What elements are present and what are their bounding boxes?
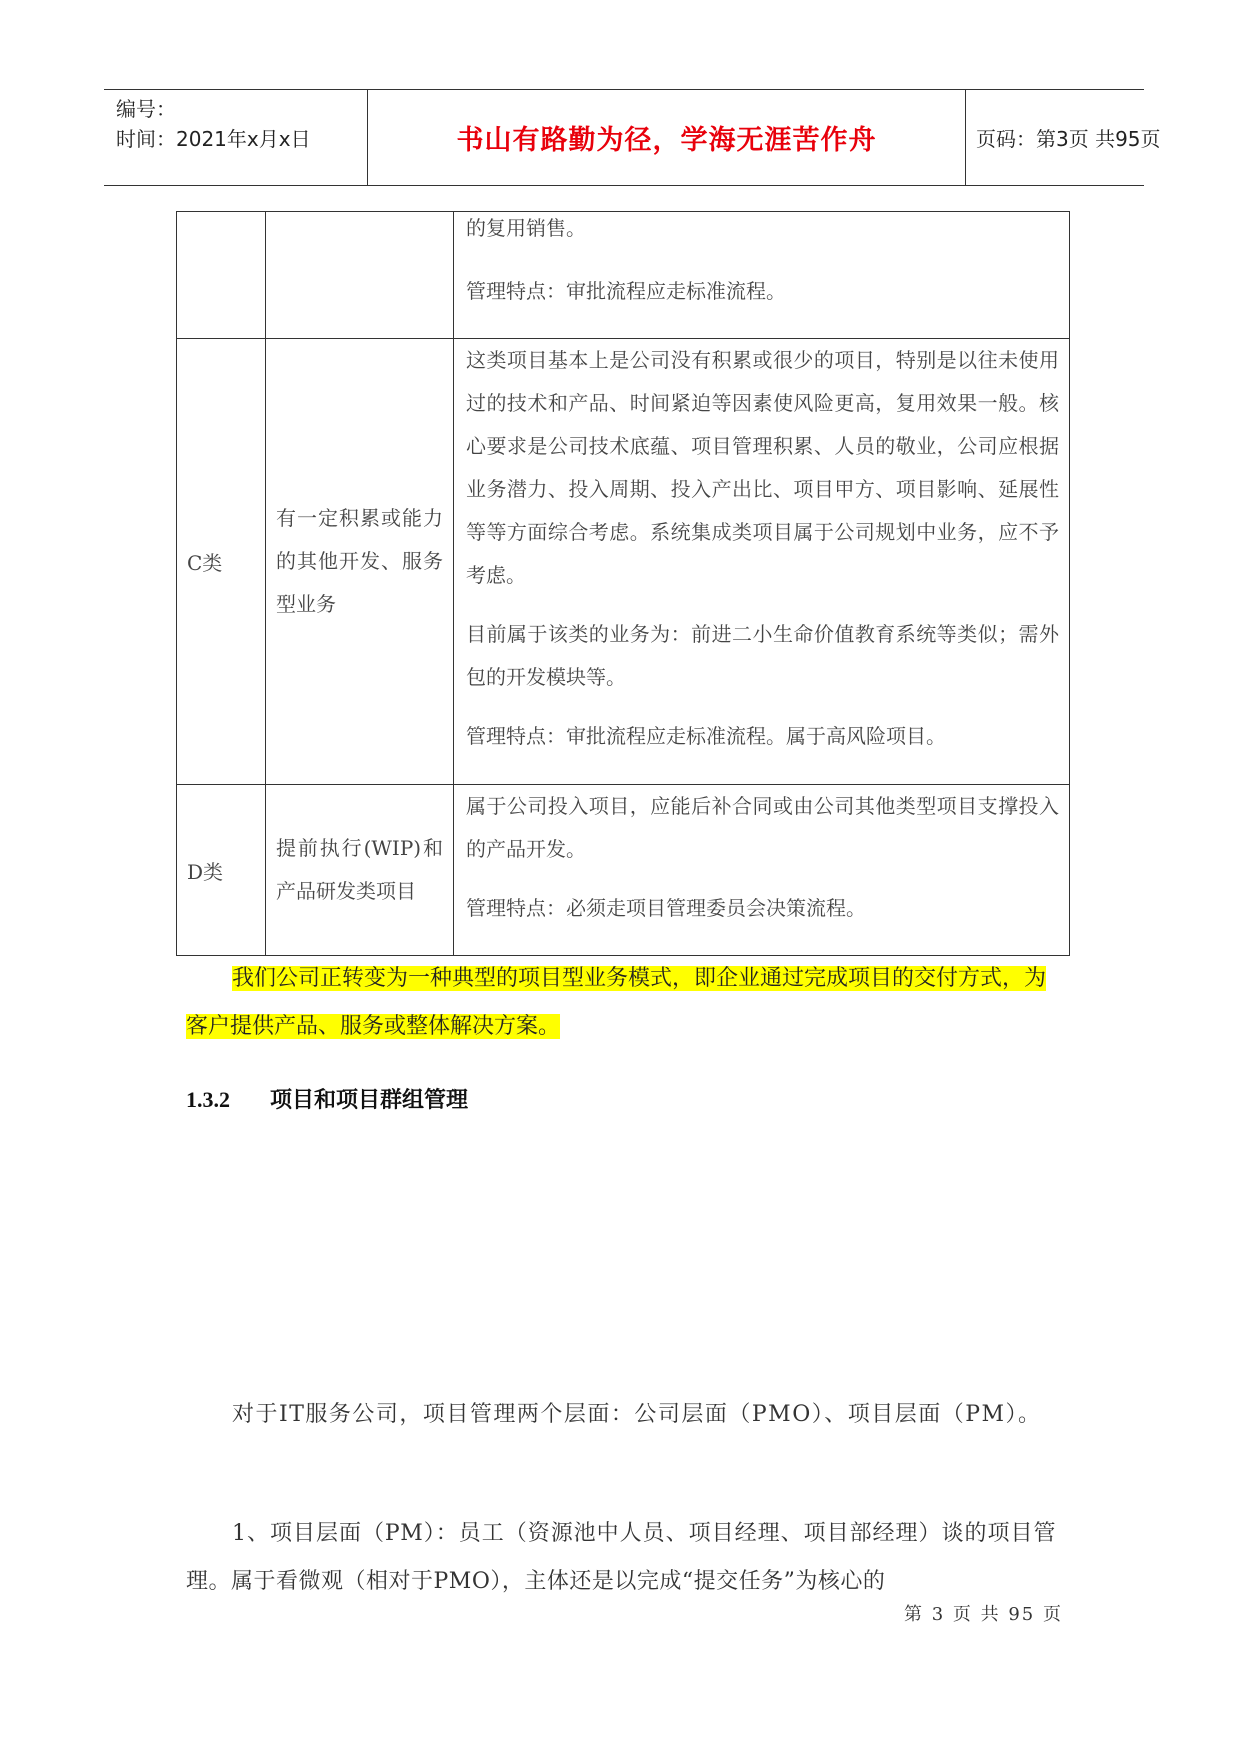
body-paragraph: 对于IT服务公司，项目管理两个层面：公司层面（PMO）、项目层面（PM）。 xyxy=(232,1402,1042,1427)
project-classification-table xyxy=(176,211,1070,956)
description-text: 这类项目基本上是公司没有积累或很少的项目，特别是以往未使用过的技术和产品、时间紧迫等因素使风险更高，复用效果一般。核心要求是公司技术底蕴、项目管理积累、人员的敬业，公司应根据业务潜力、投入周期、投入产出比、项目甲方、项目影响、延展性等等方面综合考虑。系统集成类项目属于公司规划中业务，应不予考虑。 xyxy=(466,348,1059,587)
category-label: D类 xyxy=(187,859,224,884)
document-time: 时间：2021年x月x日 xyxy=(116,127,311,151)
header-page-code: 页码：第3页 共95页 xyxy=(976,127,1161,151)
highlighted-paragraph xyxy=(186,955,1056,1051)
table-row xyxy=(177,339,1070,785)
type-label: 有一定积累或能力的其他开发、服务型业务 xyxy=(276,506,443,616)
description-cell xyxy=(454,339,1070,785)
header-motto: 书山有路勤为径，学海无涯苦作舟 xyxy=(368,90,966,185)
document-number-label: 编号： xyxy=(116,97,176,121)
section-number: 1.3.2 xyxy=(186,1087,230,1112)
page-footer: 第 3 页 共 95 页 xyxy=(904,1604,1063,1625)
section-heading xyxy=(186,1083,468,1114)
page-header xyxy=(104,89,1161,186)
header-meta xyxy=(104,90,368,185)
management-note: 管理特点：审批流程应走标准流程。属于高风险项目。 xyxy=(466,724,946,748)
table-row xyxy=(177,212,1070,339)
description-text: 属于公司投入项目，应能后补合同或由公司其他类型项目支撑投入的产品开发。 xyxy=(466,794,1059,861)
category-cell xyxy=(177,212,266,339)
current-business-text: 目前属于该类的业务为：前进二小生命价值教育系统等类似；需外包的开发模块等。 xyxy=(466,622,1059,689)
type-label: 提前执行(WIP)和产品研发类项目 xyxy=(276,836,443,903)
description-cell xyxy=(454,212,1070,339)
description-text: 的复用销售。 xyxy=(466,216,586,240)
type-cell xyxy=(266,212,454,339)
type-cell xyxy=(266,339,454,785)
category-cell xyxy=(177,785,266,956)
body-paragraph: 1、项目层面（PM）：员工（资源池中人员、项目经理、项目部经理）谈的项目管理。属于看微观（相对于PMO），主体还是以完成“提交任务”为核心的 xyxy=(186,1521,1056,1594)
table-row xyxy=(177,785,1070,956)
category-cell xyxy=(177,339,266,785)
management-note: 管理特点：审批流程应走标准流程。 xyxy=(466,279,786,303)
type-cell xyxy=(266,785,454,956)
management-note: 管理特点：必须走项目管理委员会决策流程。 xyxy=(466,896,866,920)
highlighted-text: 我们公司正转变为一种典型的项目型业务模式，即企业通过完成项目的交付方式，为客户提供产品、服务或整体解决方案。 xyxy=(186,966,1047,1039)
description-cell xyxy=(454,785,1070,956)
category-label: C类 xyxy=(187,551,223,575)
section-title: 项目和项目群组管理 xyxy=(270,1088,469,1113)
